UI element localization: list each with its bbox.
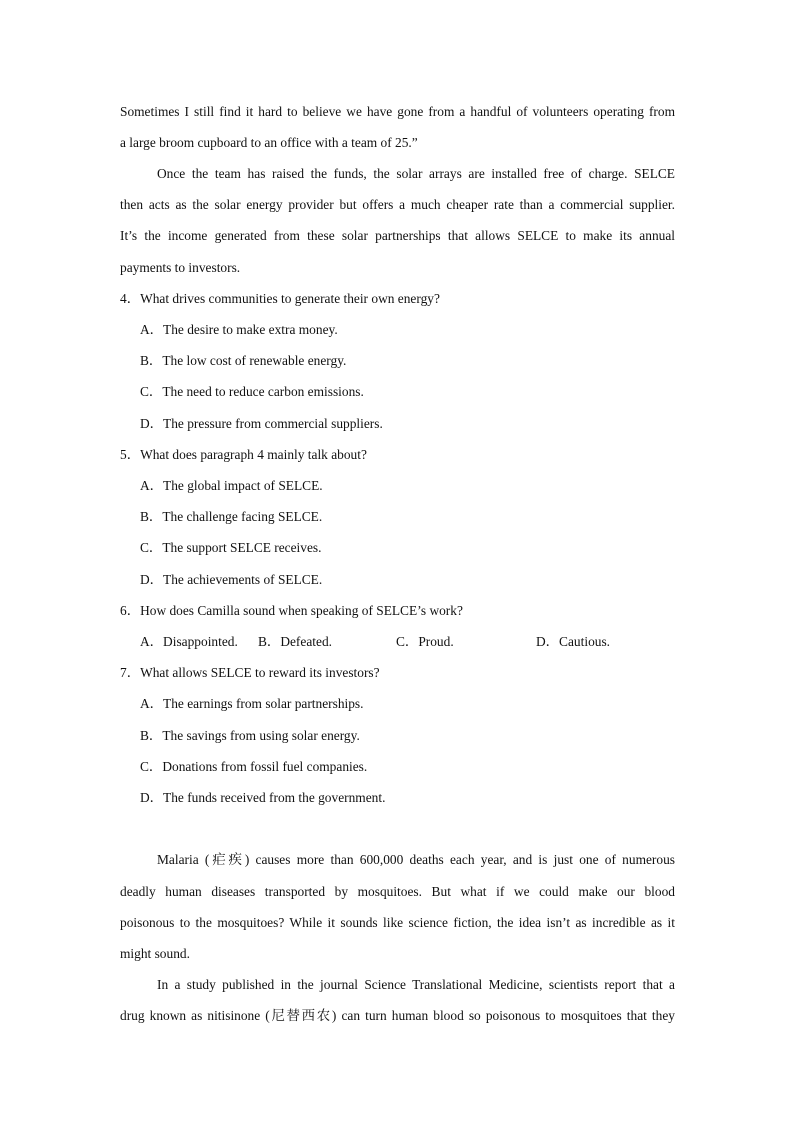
question-5-option-b: B．The challenge facing SELCE. — [140, 509, 323, 524]
question-4-stem: 4．What drives communities to generate their own energy? — [120, 291, 440, 306]
question-6-stem: 6．How does Camilla sound when speaking of SELCE’s work? — [120, 603, 463, 618]
passage1-line-2: a large broom cupboard to an office with a team of 25.” — [120, 135, 418, 150]
passage2-line-3: poisonous to the mosquitoes? While it sounds like science fiction, the idea isn’t as incredible as it — [120, 915, 675, 930]
passage1-line-6: payments to investors. — [120, 260, 241, 275]
question-5-option-d: D．The achievements of SELCE. — [140, 572, 323, 587]
question-5-stem: 5．What does paragraph 4 mainly talk about? — [120, 447, 367, 462]
question-4-option-c: C．The need to reduce carbon emissions. — [140, 384, 364, 399]
question-6-option-b: B．Defeated. — [258, 634, 332, 649]
question-6-option-a: A．Disappointed. — [140, 634, 238, 649]
question-6-option-d: D．Cautious. — [536, 634, 611, 649]
question-7-option-c: C．Donations from fossil fuel companies. — [140, 759, 368, 774]
question-7-option-b: B．The savings from using solar energy. — [140, 728, 360, 743]
question-7-option-d: D．The funds received from the government. — [140, 790, 386, 805]
question-7-stem: 7．What allows SELCE to reward its investors? — [120, 665, 380, 680]
question-4-option-b: B．The low cost of renewable energy. — [140, 353, 347, 368]
question-5-option-a: A．The global impact of SELCE. — [140, 478, 323, 493]
passage2-line-1: Malaria (疟疾) causes more than 600,000 deaths each year, and is just one of numerous — [157, 852, 675, 867]
passage1-line-5: It’s the income generated from these solar partnerships that allows SELCE to make its annual — [120, 228, 675, 243]
passage2-line-4: might sound. — [120, 946, 190, 961]
question-6-option-c: C．Proud. — [396, 634, 454, 649]
passage1-line-1: Sometimes I still find it hard to believe we have gone from a handful of volunteers operating from — [120, 104, 675, 119]
passage1-line-3: Once the team has raised the funds, the solar arrays are installed free of charge. SELCE — [157, 166, 675, 181]
question-5-option-c: C．The support SELCE receives. — [140, 540, 322, 555]
question-7-option-a: A．The earnings from solar partnerships. — [140, 696, 364, 711]
passage2-line-2: deadly human diseases transported by mosquitoes. But what if we could make our blood — [120, 884, 675, 899]
question-4-option-a: A．The desire to make extra money. — [140, 322, 338, 337]
passage1-line-4: then acts as the solar energy provider but offers a much cheaper rate than a commercial supplier. — [120, 197, 675, 212]
passage2-line-5: In a study published in the journal Science Translational Medicine, scientists report that a — [157, 977, 675, 992]
passage2-line-6: drug known as nitisinone (尼替西农) can turn human blood so poisonous to mosquitoes that they — [120, 1008, 675, 1023]
question-4-option-d: D．The pressure from commercial suppliers. — [140, 416, 383, 431]
